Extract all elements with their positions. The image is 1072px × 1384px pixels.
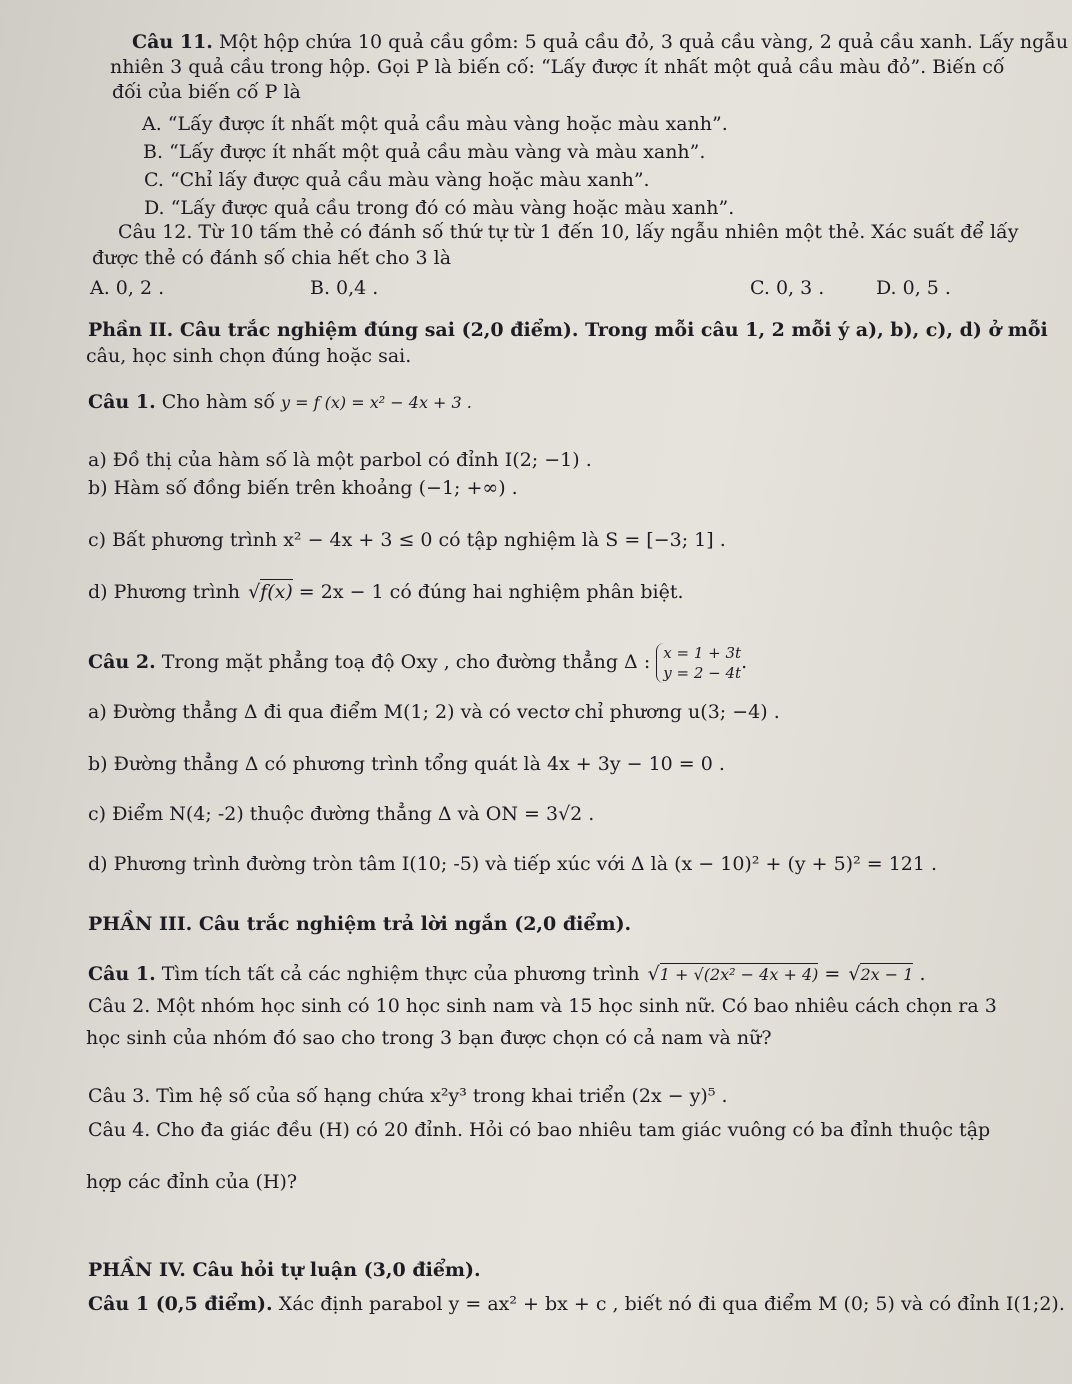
p2-q1-a: a) Đồ thị của hàm số là một parbol có đỉnh I(2; −1) .: [88, 449, 592, 471]
q12-option-a: A. 0, 2 .: [90, 277, 165, 299]
p2-q2-b: b) Đường thẳng Δ có phương trình tổng quát là 4x + 3y − 10 = 0 .: [88, 753, 725, 775]
p2-q1-formula: y = f (x) = x² − 4x + 3 .: [281, 393, 472, 412]
p3-q4-line1: Câu 4. Cho đa giác đều (H) có 20 đỉnh. Hỏi có bao nhiêu tam giác vuông có ba đỉnh thuộc tập: [88, 1119, 991, 1141]
q12-stem-line2: được thẻ có đánh số chia hết cho 3 là: [92, 247, 452, 269]
q11-option-a: A. “Lấy được ít nhất một quả cầu màu vàng hoặc màu xanh”.: [142, 113, 728, 135]
q11-stem-line1: Câu 11. Một hộp chứa 10 quả cầu gồm: 5 quả cầu đỏ, 3 quả cầu vàng, 2 quả cầu xanh. Lấy ngẫu: [132, 31, 1069, 53]
p2-q1-c: c) Bất phương trình x² − 4x + 3 ≤ 0 có tập nghiệm là S = [−3; 1] .: [88, 529, 726, 551]
q12-stem-line1: Câu 12. Từ 10 tấm thẻ có đánh số thứ tự từ 1 đến 10, lấy ngẫu nhiên một thẻ. Xác suất để lấy: [118, 221, 1019, 243]
p4-q1: Câu 1 (0,5 điểm). Xác định parabol y = ax² + bx + c , biết nó đi qua điểm M (0; 5) và có đỉnh I(1;2).: [88, 1293, 1065, 1315]
p2-q1-d: d) Phương trình √f(x) = 2x − 1 có đúng hai nghiệm phân biệt.: [88, 581, 684, 603]
sqrt-symbol: √2x − 1: [848, 963, 914, 985]
p2-q2-stem: Câu 2. Trong mặt phẳng toạ độ Oxy , cho đường thẳng Δ : x = 1 + 3t y = 2 − 4t .: [88, 644, 748, 682]
p2-q1-stem: Câu 1. Cho hàm số y = f (x) = x² − 4x + 3 .: [88, 391, 472, 413]
sqrt-symbol: √f(x): [248, 581, 293, 603]
q12-option-b: B. 0,4 .: [310, 277, 379, 299]
p3-q2-line1: Câu 2. Một nhóm học sinh có 10 học sinh nam và 15 học sinh nữ. Có bao nhiêu cách chọn ra 3: [88, 995, 997, 1017]
p2-q2-c: c) Điểm N(4; -2) thuộc đường thẳng Δ và ON = 3√2 .: [88, 803, 595, 825]
q11-option-c: C. “Chỉ lấy được quả cầu màu vàng hoặc màu xanh”.: [144, 169, 650, 191]
part4-heading: PHẦN IV. Câu hỏi tự luận (3,0 điểm).: [88, 1259, 481, 1281]
q12-option-c: C. 0, 3 .: [750, 277, 825, 299]
p3-q3: Câu 3. Tìm hệ số của số hạng chứa x²y³ trong khai triển (2x − y)⁵ .: [88, 1085, 728, 1107]
q11-option-d: D. “Lấy được quả cầu trong đó có màu vàng hoặc màu xanh”.: [144, 197, 735, 219]
part3-heading: PHẦN III. Câu trắc nghiệm trả lời ngắn (2,0 điểm).: [88, 913, 632, 935]
param-system: x = 1 + 3t y = 2 − 4t: [656, 643, 741, 683]
p2-q1-b: b) Hàm số đồng biến trên khoảng (−1; +∞) .: [88, 477, 518, 499]
p2-q2-a: a) Đường thẳng Δ đi qua điểm M(1; 2) và có vectơ chỉ phương u(3; −4) .: [88, 701, 780, 723]
p2-q2-d: d) Phương trình đường tròn tâm I(10; -5) và tiếp xúc với Δ là (x − 10)² + (y + 5)² = 121 .: [88, 853, 938, 875]
q12-option-d: D. 0, 5 .: [876, 277, 951, 299]
part2-heading: Phần II. Câu trắc nghiệm đúng sai (2,0 điểm). Trong mỗi câu 1, 2 mỗi ý a), b), c), d) ở mỗi: [88, 319, 1048, 341]
q11-option-b: B. “Lấy được ít nhất một quả cầu màu vàng và màu xanh”.: [143, 141, 706, 163]
q11-stem-line2: nhiên 3 quả cầu trong hộp. Gọi P là biến cố: “Lấy được ít nhất một quả cầu màu đỏ”. Biến cố: [110, 56, 1005, 78]
p3-q4-line2: hợp các đỉnh của (H)?: [86, 1171, 298, 1193]
q11-stem-line3: đối của biến cố P là: [112, 81, 301, 103]
sqrt-symbol: √1 + √(2x² − 4x + 4): [647, 963, 819, 985]
q11-line1-text: Một hộp chứa 10 quả cầu gồm: 5 quả cầu đỏ, 3 quả cầu vàng, 2 quả cầu xanh. Lấy ngẫu: [212, 31, 1069, 53]
p3-q1: Câu 1. Tìm tích tất cả các nghiệm thực của phương trình √1 + √(2x² − 4x + 4) = √2x − 1 .: [88, 963, 926, 985]
part2-heading-line2: câu, học sinh chọn đúng hoặc sai.: [86, 345, 412, 367]
p3-q2-line2: học sinh của nhóm đó sao cho trong 3 bạn được chọn có cả nam và nữ?: [86, 1027, 772, 1049]
